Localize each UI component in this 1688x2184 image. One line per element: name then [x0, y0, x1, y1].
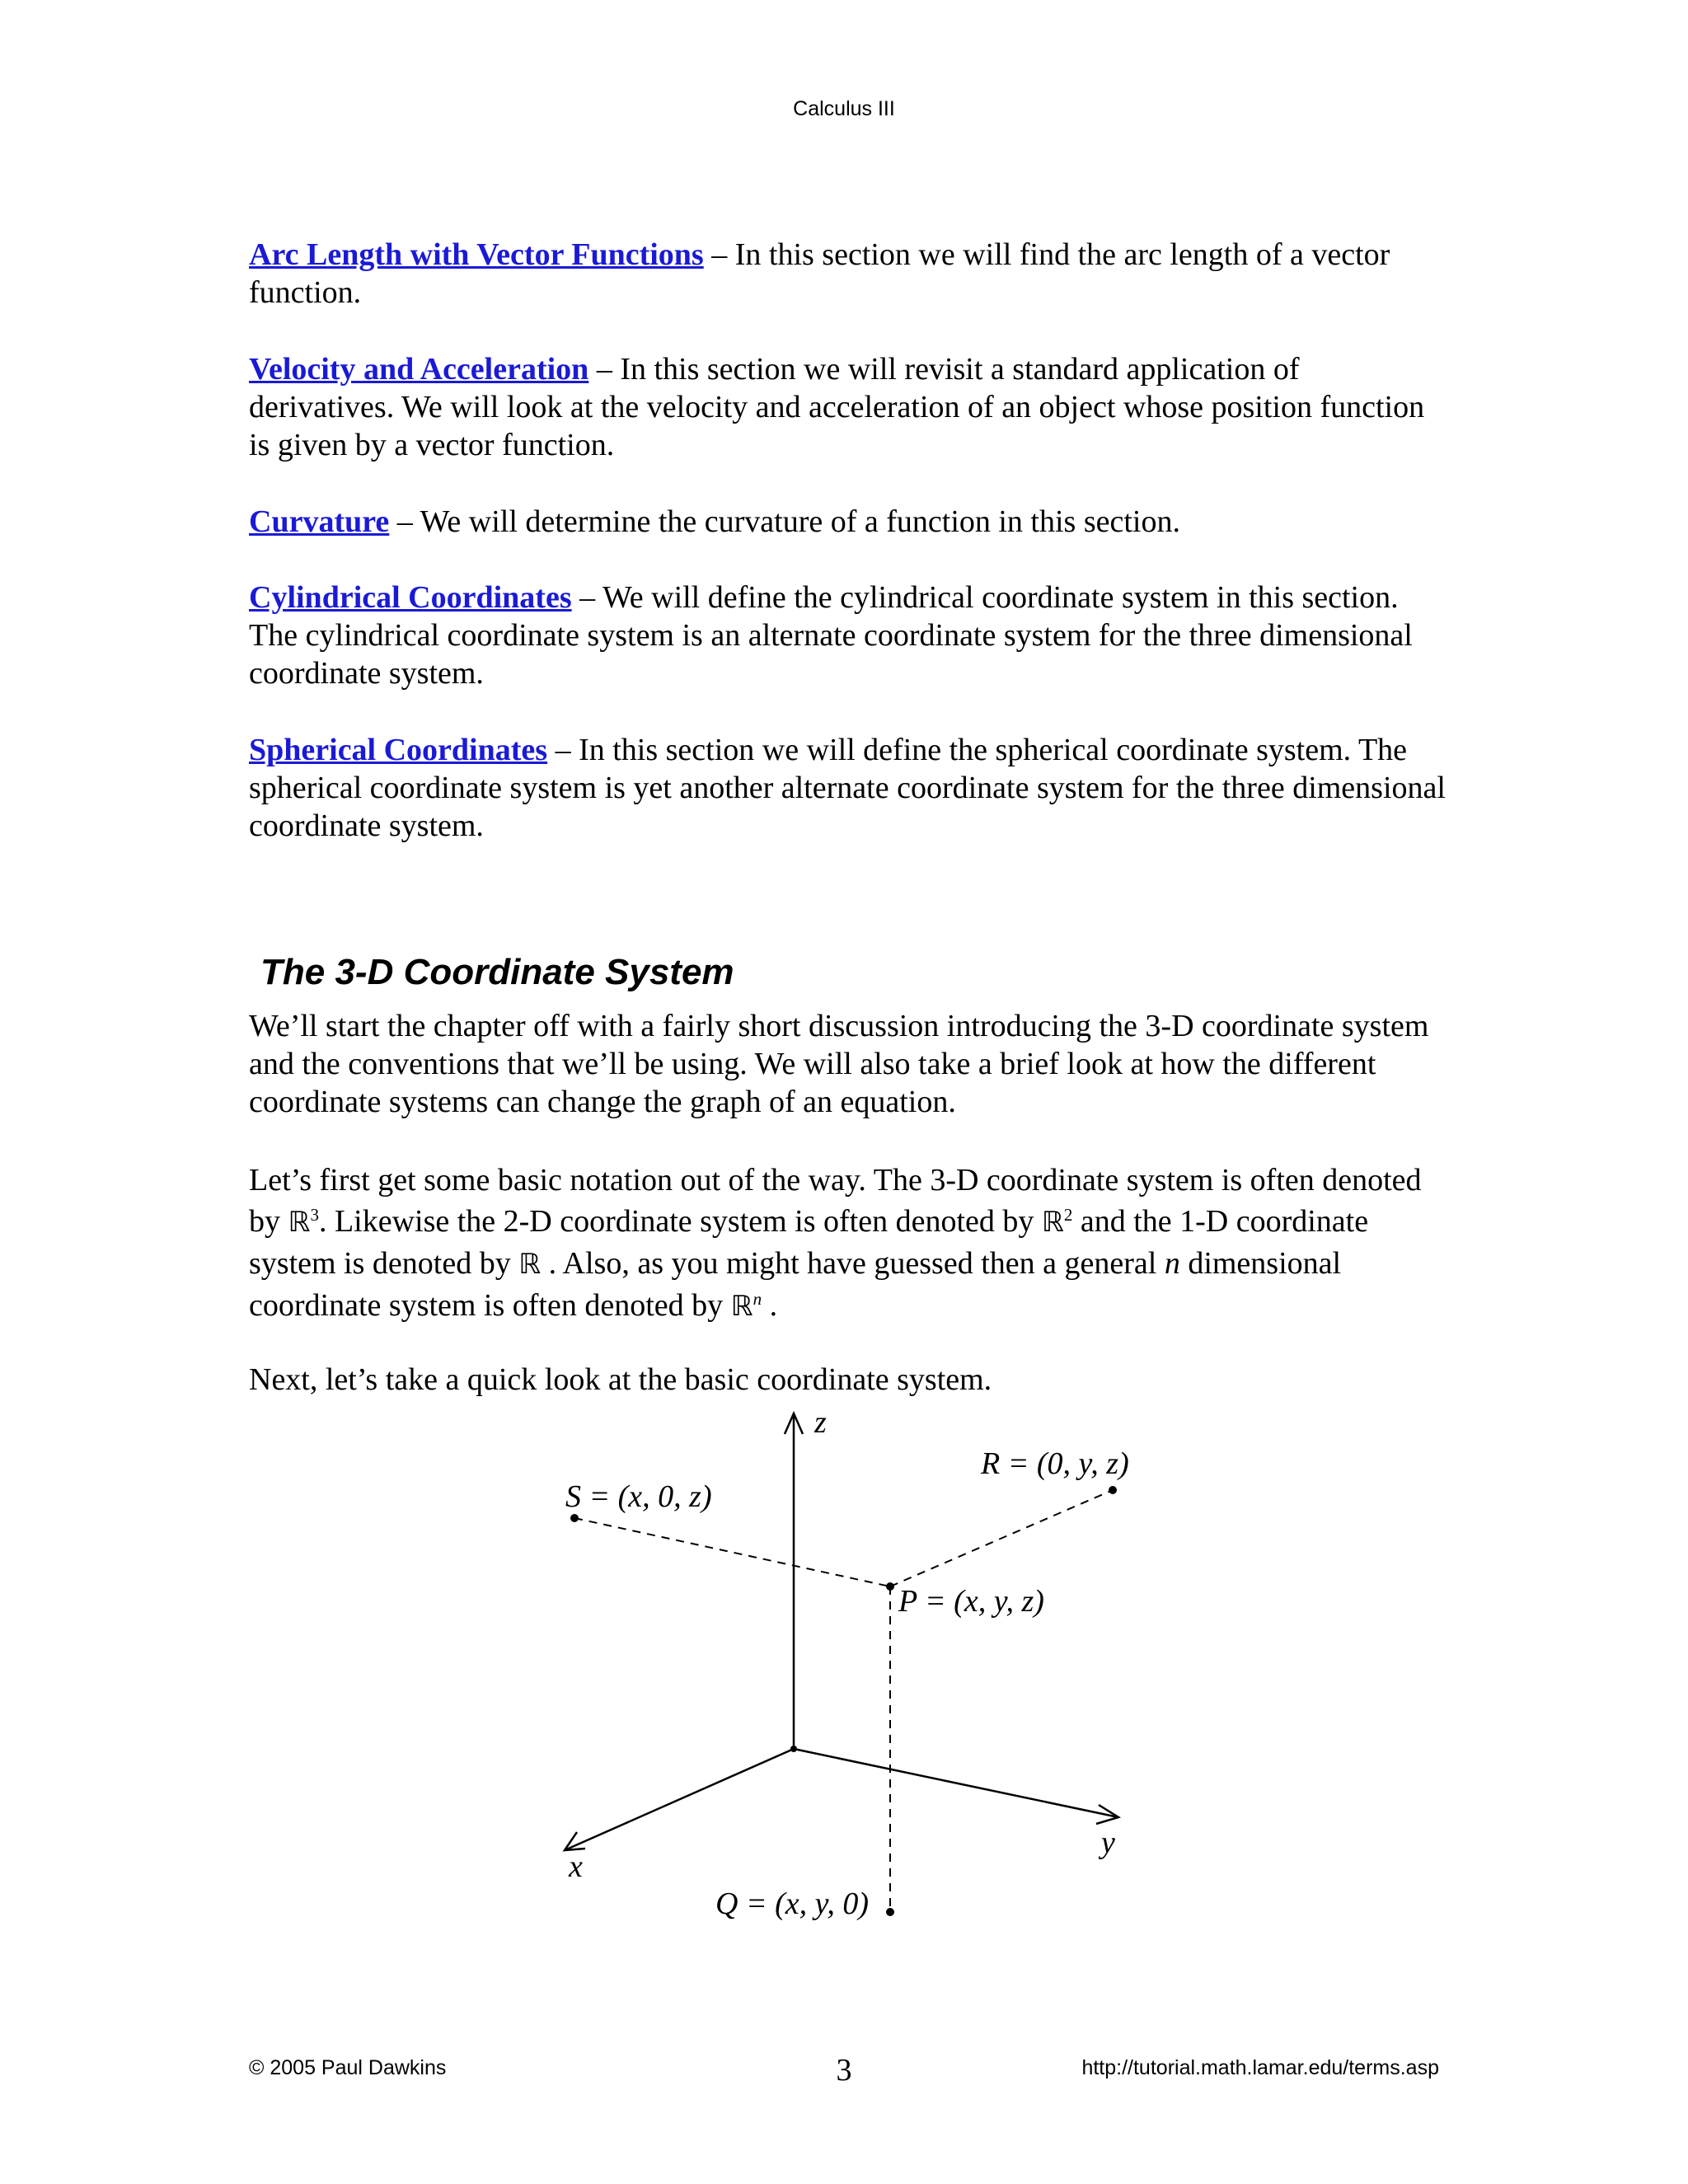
link-arc-length[interactable]: Arc Length with Vector Functions — [249, 237, 704, 272]
origin — [790, 1746, 797, 1752]
page-number: 3 — [836, 2053, 852, 2088]
label-s: S = (x, 0, z) — [565, 1479, 712, 1514]
z-axis-label: z — [814, 1405, 827, 1440]
link-velocity-acceleration[interactable]: Velocity and Acceleration — [249, 352, 589, 387]
label-r: R = (0, y, z) — [981, 1446, 1129, 1481]
entry-description: – In this section we will define the spherical coordinate system. The spherical coordinate system is yet another alternate coordinate system for the three dimensional coordinate system. — [249, 733, 1446, 843]
intro-paragraph: We’ll start the chapter off with a fairly short discussion introducing the 3-D coordinate system and the conventions that we’ll be using. We will also take a brief look at how the different coordinate systems can change the graph of an equation. — [249, 1009, 1429, 1119]
footer-copyright: © 2005 Paul Dawkins — [249, 2056, 447, 2079]
footer-url[interactable]: http://tutorial.math.lamar.edu/terms.asp — [1081, 2056, 1439, 2079]
x-axis — [565, 1749, 794, 1850]
label-p: P = (x, y, z) — [898, 1584, 1044, 1619]
r2-symbol: ℝ — [1041, 1206, 1064, 1239]
rn-symbol: ℝ — [730, 1290, 753, 1323]
point-r — [1109, 1486, 1117, 1494]
point-p — [886, 1582, 894, 1591]
x-axis-arrow — [565, 1832, 585, 1850]
entry-description: – In this section we will revisit a standard application of derivatives. We will look at the velocity and acceleration of an object whose position function is given by a vector function. — [249, 352, 1425, 462]
notation-paragraph: Let’s first get some basic notation out of the way. The 3-D coordinate system is often denoted by ℝ$^3$. Likewise the 2-D coordinate system is often denoted by ℝ$^2$ and the 1-D coordinate system is denoted by ℝ . Also, as you might have guessed then a general n dimensional coordinate system is often denoted by ℝ$^n$ . — [249, 1163, 1422, 1323]
entry-description: – In this section we will find the arc length of a vector function. — [249, 237, 1390, 310]
p-to-r-dashed — [890, 1490, 1113, 1586]
next-paragraph: Next, let’s take a quick look at the basic coordinate system. — [249, 1362, 992, 1397]
y-axis — [794, 1749, 1118, 1817]
x-axis-label: x — [569, 1849, 583, 1884]
label-q: Q = (x, y, 0) — [715, 1886, 870, 1921]
link-cylindrical-coordinates[interactable]: Cylindrical Coordinates — [249, 580, 572, 615]
entry-description: – We will determine the curvature of a function in this section. — [389, 504, 1180, 539]
s-to-p-dashed — [574, 1518, 890, 1586]
page-header: Calculus III — [793, 97, 895, 120]
point-q — [886, 1908, 894, 1916]
entry-description: – We will define the cylindrical coordinate system in this section. The cylindrical coordinate system is an alternate coordinate system for the three dimensional coordinate system. — [249, 580, 1413, 691]
link-spherical-coordinates[interactable]: Spherical Coordinates — [249, 733, 548, 767]
point-s — [570, 1514, 579, 1522]
link-curvature[interactable]: Curvature — [249, 504, 390, 539]
r1-symbol: ℝ — [518, 1248, 542, 1281]
r3-symbol: ℝ — [288, 1206, 311, 1239]
section-heading: The 3-D Coordinate System — [260, 952, 734, 992]
y-axis-label: y — [1101, 1825, 1115, 1860]
